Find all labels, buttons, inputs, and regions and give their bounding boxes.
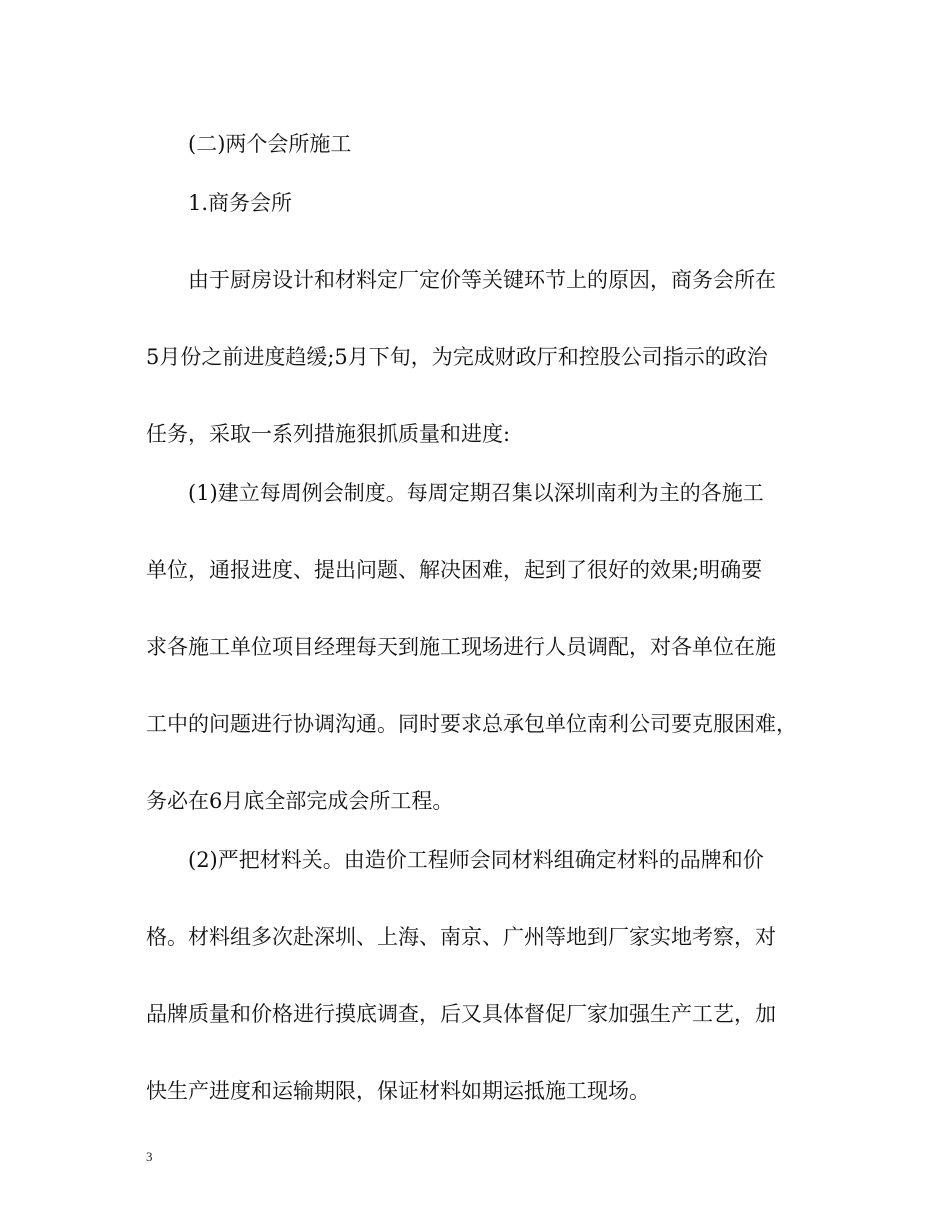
paragraph-line: 快生产进度和运输期限，保证材料如期运抵施工现场。 <box>146 1079 650 1103</box>
paragraph-line: 5月份之前进度趋缓;5月下旬，为完成财政厅和控股公司指示的政治 <box>146 345 768 369</box>
section-heading: (二)两个会所施工 <box>188 132 352 156</box>
paragraph-line: 务必在6月底全部完成会所工程。 <box>146 789 454 813</box>
paragraph-line: 求各施工单位项目经理每天到施工现场进行人员调配，对各单位在施 <box>146 635 776 659</box>
paragraph-line: 单位，通报进度、提出问题、解决困难，起到了很好的效果;明确要 <box>146 558 763 582</box>
paragraph-line: 工中的问题进行协调沟通。同时要求总承包单位南利公司要克服困难， <box>146 712 797 736</box>
paragraph-line: (2)严把材料关。由造价工程师会同材料组确定材料的品牌和价 <box>188 848 764 872</box>
paragraph-line: (1)建立每周例会制度。每周定期召集以深圳南利为主的各施工 <box>188 481 764 505</box>
paragraph-line: 由于厨房设计和材料定厂定价等关键环节上的原因，商务会所在 <box>188 268 776 292</box>
page-number: 3 <box>146 1149 153 1164</box>
paragraph-line: 格。材料组多次赴深圳、上海、南京、广州等地到厂家实地考察，对 <box>146 925 776 949</box>
paragraph-line: 任务，采取一系列措施狠抓质量和进度: <box>146 422 511 446</box>
document-body <box>146 122 810 1113</box>
subsection-heading: 1.商务会所 <box>188 191 293 215</box>
paragraph-line: 品牌质量和价格进行摸底调查，后又具体督促厂家加强生产工艺，加 <box>146 1002 776 1026</box>
